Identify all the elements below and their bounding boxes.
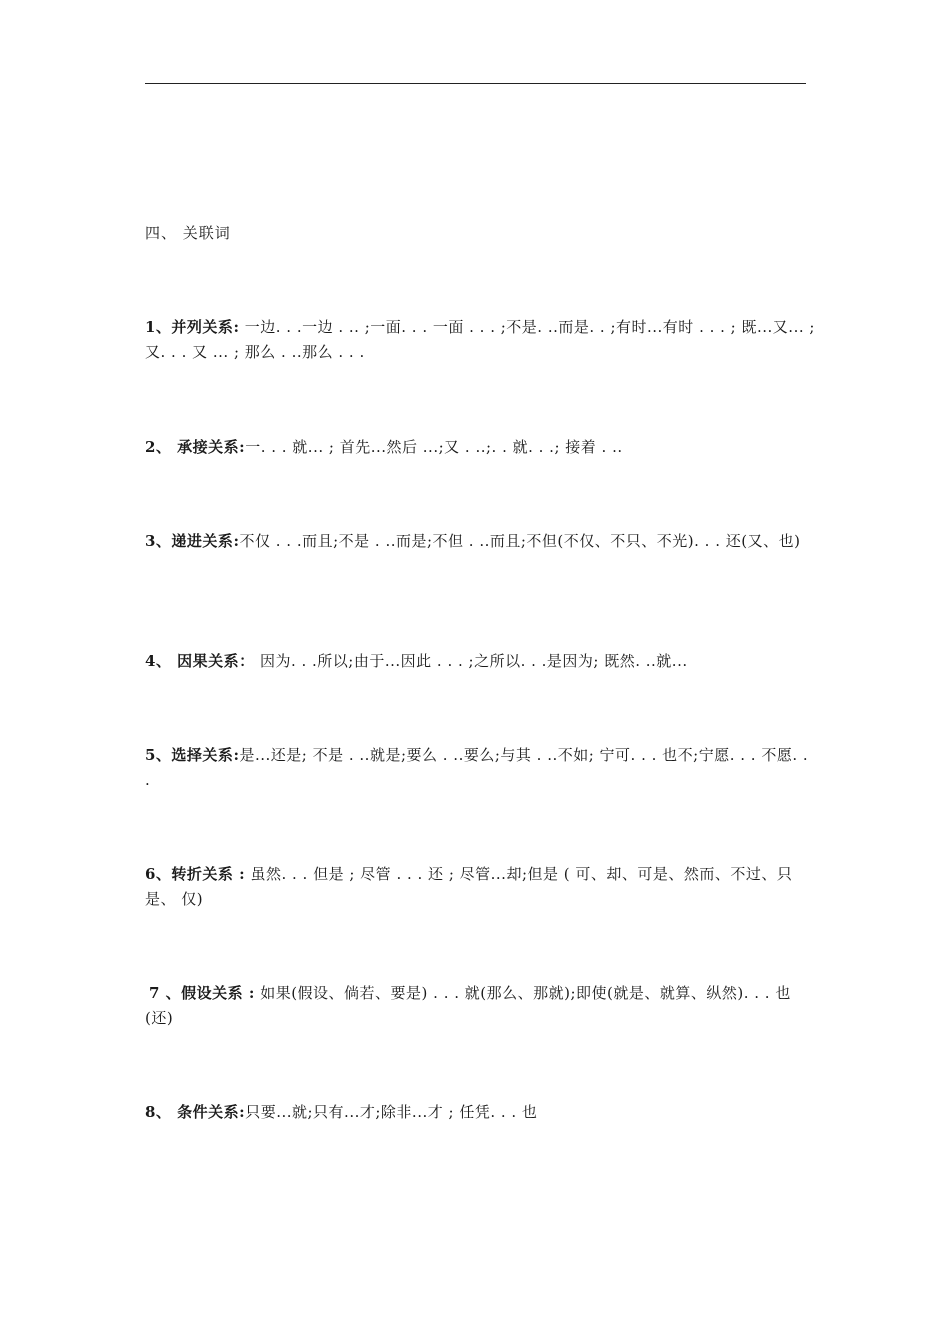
entry-hypothetical: [145, 981, 815, 1031]
entry-label: 2、 承接关系:: [145, 438, 246, 456]
entry-text: 是...还是; 不是 . ..就是;要么 . ..要么;与其 . ..不如; 宁可. . . 也不;宁愿. . . 不愿. . .: [145, 746, 809, 789]
entry-causal: [145, 649, 815, 674]
entry-choice: [145, 743, 815, 793]
entry-text: 虽然. . . 但是 ; 尽管 . . . 还 ; 尽管...却;但是 ( 可、却、可是、然而、不过、只是、 仅): [145, 865, 793, 908]
entry-text: 一. . . 就... ; 首先...然后 ...;又 . ..;. . 就. . .; 接着 . ..: [245, 438, 623, 456]
entry-label: 6、转折关系 :: [145, 865, 246, 883]
entry-conditional: [145, 1100, 815, 1125]
entry-text: 一边. . .一边 . .. ;一面. . . 一面 . . . ;不是. ..而是. . ;有时...有时 . . . ; 既...又... ; 又. . . 又 ... ; 那么 . ..那么 . . .: [145, 318, 815, 361]
entry-adversative: [145, 862, 815, 912]
entry-label: 4、 因果关系：: [145, 652, 255, 670]
entry-label: 1、并列关系:: [145, 318, 240, 336]
entry-label: 8、 条件关系:: [145, 1103, 246, 1121]
entry-succession: [145, 435, 815, 460]
entry-progressive: [145, 529, 815, 554]
entry-label: 3、递进关系:: [145, 532, 240, 550]
entry-text: 因为. . .所以;由于...因此 . . . ;之所以. . .是因为; 既然. ..就...: [254, 652, 688, 670]
entry-label: 5、选择关系:: [145, 746, 240, 764]
entry-text: 不仅 . . .而且;不是 . ..而是;不但 . ..而且;不但(不仅、不只、不光). . . 还(又、也): [239, 532, 801, 550]
header-rule: [145, 83, 806, 84]
entry-text: 只要...就;只有...才;除非...才 ; 任凭. . . 也: [245, 1103, 538, 1121]
entry-label: 7 、假设关系 :: [149, 984, 255, 1002]
entry-text: 如果(假设、倘若、要是) . . . 就(那么、那就);即使(就是、就算、纵然). . . 也(还): [145, 984, 791, 1027]
entry-coordinate: [145, 315, 815, 365]
section-title: 四、 关联词: [145, 224, 231, 242]
